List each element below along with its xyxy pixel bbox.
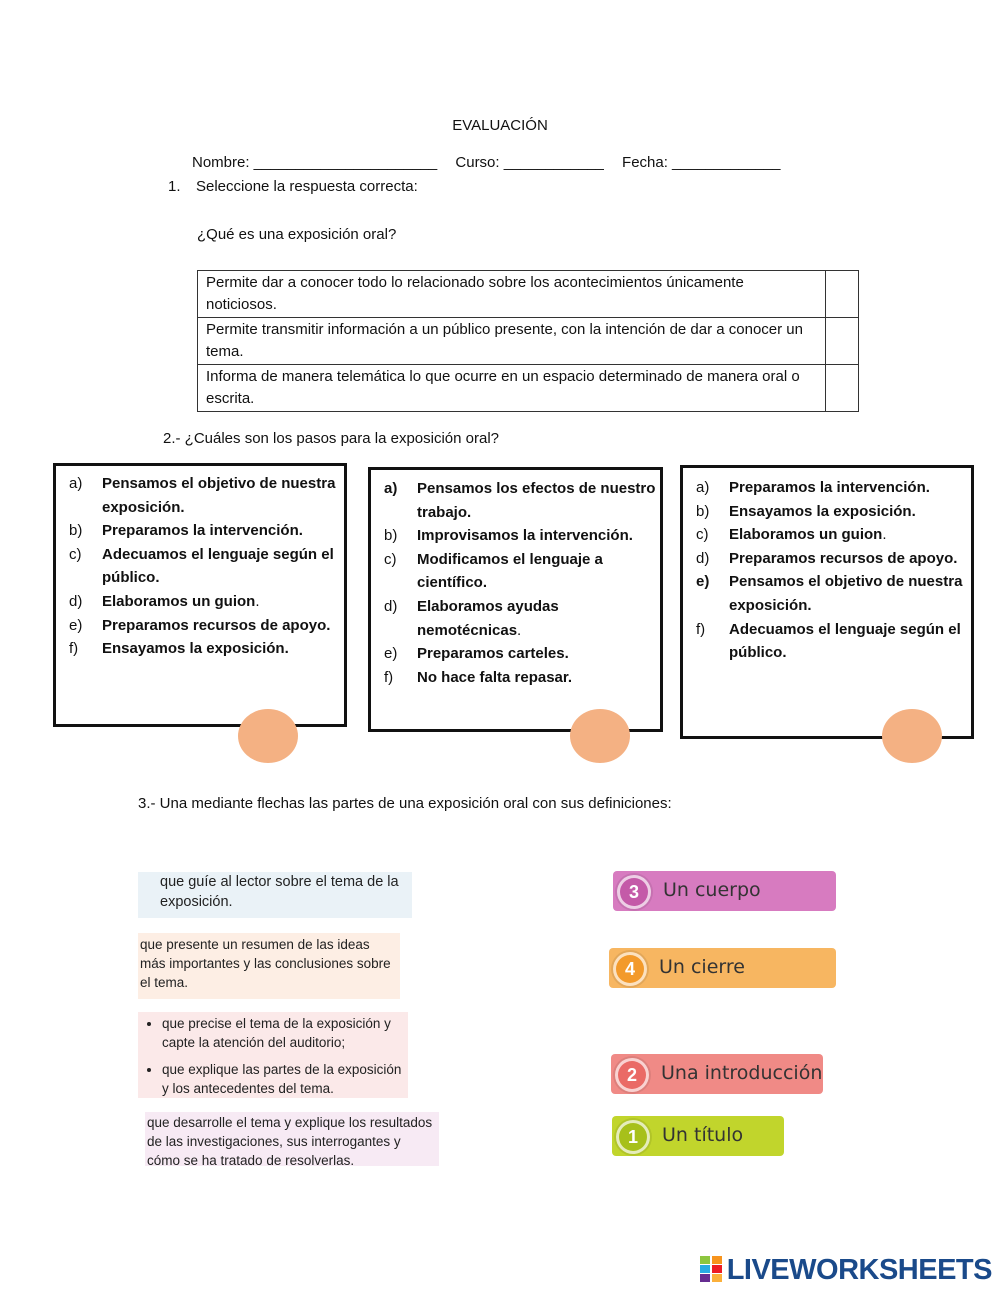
liveworksheets-logo — [700, 1254, 992, 1287]
option-row — [198, 271, 859, 318]
step-item: b) Ensayamos la exposición. — [696, 502, 916, 520]
question-1-instruction — [168, 177, 418, 197]
part-label: Un título — [662, 1124, 744, 1146]
step-item: f) Adecuamos el lenguaje según el público. — [696, 620, 961, 662]
step-item: e) Preparamos recursos de apoyo. — [69, 616, 331, 634]
step-item: a) Pensamos el objetivo de nuestra exposición. — [69, 475, 336, 516]
step-item: c) Adecuamos el lenguaje según el público. — [69, 545, 334, 587]
definition-text: que guíe al lector sobre el tema de la exposición. — [160, 874, 399, 910]
instruction-text: Seleccione la respuesta correcta: — [196, 178, 418, 195]
part-una-introduccion[interactable] — [611, 1054, 823, 1094]
step-item: c) Modificamos el lenguaje a científico. — [384, 550, 603, 592]
part-un-cierre[interactable] — [609, 948, 836, 988]
curso-field[interactable]: Curso: ____________ — [455, 154, 604, 171]
answer-options-table — [197, 270, 859, 412]
definition-text: que desarrolle el tema y explique los resultados de las investigaciones, sus interrogantes y cómo se ha tratado de resolverlas. — [147, 1115, 433, 1168]
step-item: d) Preparamos recursos de apoyo. — [696, 549, 958, 567]
part-un-cuerpo[interactable] — [613, 871, 836, 911]
part-number-badge: 3 — [617, 875, 651, 909]
step-item: e) Pensamos el objetivo de nuestra exposición. — [696, 573, 963, 614]
definition-box-2[interactable] — [138, 933, 400, 999]
part-un-titulo[interactable] — [612, 1116, 784, 1156]
option-row — [198, 318, 859, 365]
step-item: a) Preparamos la intervención. — [696, 479, 930, 496]
steps-box-2 — [368, 467, 663, 732]
option-text: Informa de manera telemática lo que ocurre en un espacio determinado de manera oral o escrita. — [198, 365, 826, 412]
part-number-badge: 1 — [616, 1120, 650, 1154]
steps-box-1 — [53, 463, 347, 727]
definition-text: que presente un resumen de las ideas más importantes y las conclusiones sobre el tema. — [140, 937, 391, 990]
option-row — [198, 365, 859, 412]
option-text: Permite dar a conocer todo lo relacionado sobre los acontecimientos únicamente noticiosos. — [198, 271, 826, 318]
option-text: Permite transmitir información a un público presente, con la intención de dar a conocer un tema. — [198, 318, 826, 365]
question-1-text: ¿Qué es una exposición oral? — [197, 226, 397, 243]
definition-bullet: • que precise el tema de la exposición y capte la atención del auditorio; — [162, 1014, 406, 1052]
part-label: Un cierre — [659, 956, 745, 978]
step-item: d) Elaboramos ayudas nemotécnicas. — [384, 597, 559, 639]
option-checkbox-3[interactable] — [826, 365, 859, 412]
nombre-field[interactable]: Nombre: ______________________ — [192, 154, 438, 171]
option-checkbox-1[interactable] — [826, 271, 859, 318]
option-checkbox-2[interactable] — [826, 318, 859, 365]
question-2-text: 2.- ¿Cuáles son los pasos para la exposición oral? — [163, 430, 500, 447]
step-item: e) Preparamos carteles. — [384, 645, 569, 663]
part-label: Un cuerpo — [663, 879, 761, 901]
step-item: d) Elaboramos un guion. — [69, 592, 260, 610]
answer-circle-1[interactable] — [238, 709, 298, 763]
steps-box-3 — [680, 465, 974, 739]
step-item: b) Preparamos la intervención. — [69, 522, 303, 540]
step-item: b) Improvisamos la intervención. — [384, 527, 633, 545]
logo-text: LIVEWORKSHEETS — [726, 1254, 992, 1286]
step-item: f) Ensayamos la exposición. — [69, 640, 289, 658]
part-number-badge: 4 — [613, 952, 647, 986]
step-item: c) Elaboramos un guion. — [696, 526, 887, 544]
part-number-badge: 2 — [615, 1058, 649, 1092]
question-3-text: 3.- Una mediante flechas las partes de una exposición oral con sus definiciones: — [138, 795, 672, 812]
definition-bullet: • que explique las partes de la exposición y los antecedentes del tema. — [162, 1060, 406, 1098]
step-item: a) Pensamos los efectos de nuestro trabajo. — [384, 480, 656, 521]
answer-circle-2[interactable] — [570, 709, 630, 763]
logo-blocks-icon — [700, 1256, 724, 1282]
part-label: Una introducción — [661, 1062, 823, 1084]
definition-box-3[interactable] — [138, 1012, 408, 1098]
answer-circle-3[interactable] — [882, 709, 942, 763]
page-title: EVALUACIÓN — [452, 117, 548, 134]
question-number: 1. — [168, 178, 181, 195]
definition-box-4[interactable] — [145, 1112, 439, 1166]
definition-box-1[interactable] — [138, 872, 412, 918]
student-header — [192, 153, 795, 173]
fecha-field[interactable]: Fecha: _____________ — [622, 154, 781, 171]
step-item: f) No hace falta repasar. — [384, 668, 573, 686]
